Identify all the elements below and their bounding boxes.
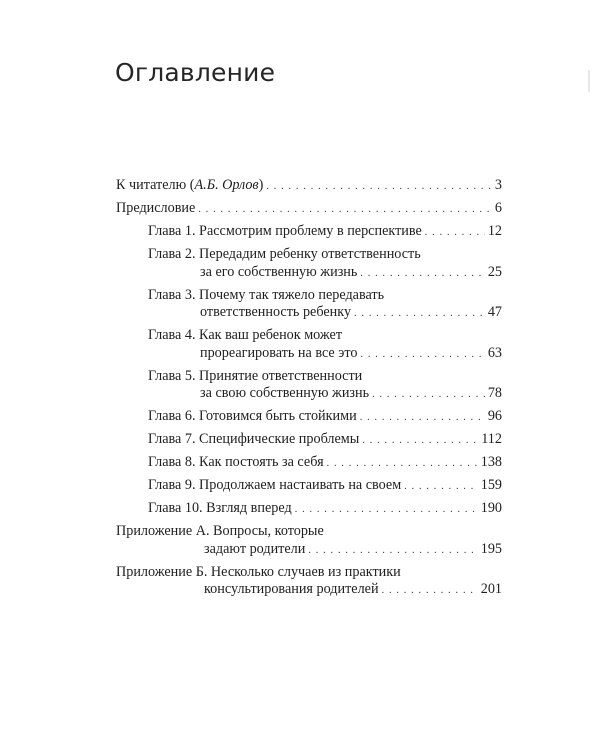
toc-entry-title-continuation: ответственность ребенку (200, 304, 352, 320)
page-number: 112 (481, 431, 502, 447)
page-number: 159 (480, 477, 502, 493)
page-number: 12 (487, 223, 502, 239)
toc-entry-chapter-6[interactable] (148, 408, 502, 426)
toc-entry-title: Приложение А. Вопросы, которые (116, 523, 324, 539)
dot-leader (362, 431, 478, 450)
page-number: 190 (480, 500, 502, 516)
dot-leader (295, 500, 478, 519)
page-number: 25 (487, 263, 502, 280)
page-number: 201 (480, 581, 502, 597)
toc-entry-foreword-to-reader[interactable] (116, 177, 502, 195)
toc-entry-chapter-4[interactable] (148, 327, 502, 362)
toc-entry-title: Глава 5. Принятие ответственности (148, 367, 363, 384)
dot-leader (360, 345, 484, 364)
toc-entry-title: Глава 7. Специфические проблемы (148, 431, 360, 447)
toc-entry-title: К читателю (А.Б. Орлов) (116, 177, 264, 193)
toc-entry-chapter-8[interactable] (148, 454, 502, 472)
toc-entry-title: Приложение Б. Несколько случаев из практики (116, 563, 401, 580)
toc-entry-title: Глава 4. Как ваш ребенок может (148, 327, 343, 343)
page-number: 47 (487, 304, 502, 320)
page-number: 6 (494, 200, 502, 216)
dot-leader (360, 264, 484, 283)
toc-entry-title: Глава 9. Продолжаем настаивать на своем (148, 477, 402, 493)
table-of-contents (116, 177, 502, 604)
toc-entry-title-continuation: консультирования родителей (204, 581, 379, 597)
toc-entry-chapter-5[interactable] (148, 368, 502, 403)
dot-leader (360, 408, 485, 427)
toc-entry-appendix-b[interactable] (116, 564, 502, 599)
page-number: 63 (487, 344, 502, 361)
page-number: 96 (487, 408, 502, 424)
page-number: 78 (487, 385, 502, 401)
dot-leader (308, 541, 477, 560)
toc-entry-title-continuation: за свою собственную жизнь (200, 385, 370, 401)
toc-entry-title-continuation: за его собственную жизнь (200, 263, 358, 280)
toc-entry-title: Глава 8. Как постоять за себя (148, 454, 324, 470)
toc-entry-chapter-2[interactable] (148, 246, 502, 281)
dot-leader (327, 454, 478, 473)
dot-leader (354, 304, 485, 323)
toc-entry-title: Глава 10. Взгляд вперед (148, 500, 292, 516)
toc-entry-chapter-9[interactable] (148, 477, 502, 495)
dot-leader (425, 223, 485, 242)
toc-entry-title: Глава 3. Почему так тяжело передавать (148, 286, 385, 303)
toc-entry-title: Глава 1. Рассмотрим проблему в перспективе (148, 223, 422, 239)
page-number: 3 (494, 177, 502, 193)
toc-entry-chapter-10[interactable] (148, 500, 502, 518)
dot-leader (266, 177, 492, 196)
dot-leader (382, 581, 478, 600)
page-number: 138 (480, 454, 502, 470)
page-number: 195 (480, 540, 502, 557)
toc-entry-chapter-3[interactable] (148, 287, 502, 322)
page-title: Оглавление (115, 58, 276, 87)
dot-leader (198, 200, 492, 219)
dot-leader (404, 477, 478, 496)
toc-entry-title-continuation: задают родители (204, 540, 306, 557)
toc-entry-title: Предисловие (116, 200, 196, 216)
dot-leader (372, 385, 485, 404)
toc-entry-title: Глава 6. Готовимся быть стойкими (148, 408, 357, 424)
toc-entry-title: Глава 2. Передадим ребенку ответственность (148, 246, 421, 262)
toc-entry-title-continuation: прореагировать на все это (200, 344, 358, 361)
toc-entry-appendix-a[interactable] (116, 523, 502, 558)
toc-entry-preface[interactable] (116, 200, 502, 218)
scan-margin-mark (588, 70, 590, 92)
toc-entry-chapter-7[interactable] (148, 431, 502, 449)
toc-entry-chapter-1[interactable] (148, 223, 502, 241)
